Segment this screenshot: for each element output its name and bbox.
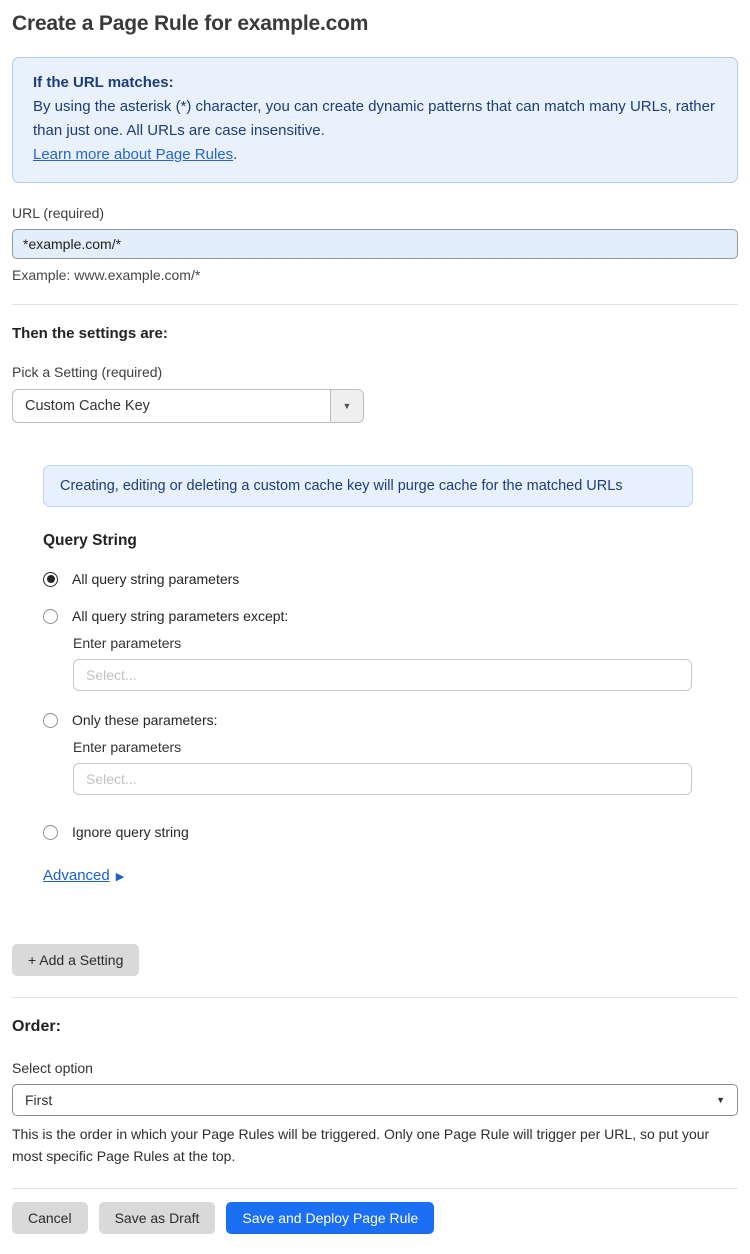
cache-key-warning-banner: Creating, editing or deleting a custom cache key will purge cache for the matched URLs bbox=[43, 465, 693, 507]
enter-parameters-label: Enter parameters bbox=[73, 635, 182, 651]
radio-button[interactable] bbox=[43, 609, 58, 624]
pick-setting-label: Pick a Setting (required) bbox=[12, 364, 163, 380]
divider bbox=[12, 997, 738, 998]
info-box-heading: If the URL matches: bbox=[33, 74, 174, 91]
divider bbox=[12, 304, 738, 305]
radio-option-ignore[interactable] bbox=[43, 824, 738, 840]
learn-more-link[interactable]: Learn more about Page Rules bbox=[33, 146, 234, 163]
footer-actions bbox=[12, 1202, 738, 1234]
radio-label: All query string parameters except: bbox=[72, 608, 289, 624]
query-string-heading: Query String bbox=[43, 532, 137, 549]
setting-dropdown[interactable] bbox=[12, 389, 364, 423]
radio-option-all-params[interactable] bbox=[43, 571, 738, 587]
add-setting-button[interactable]: + Add a Setting bbox=[12, 944, 139, 976]
chevron-right-icon: ▶ bbox=[115, 871, 125, 883]
save-draft-button[interactable]: Save as Draft bbox=[99, 1202, 216, 1234]
radio-button[interactable] bbox=[43, 572, 58, 587]
divider bbox=[12, 1188, 738, 1189]
order-dropdown[interactable] bbox=[12, 1084, 738, 1116]
spacer bbox=[43, 795, 738, 803]
info-box-body: By using the asterisk (*) character, you can create dynamic patterns that can match many URLs, rather than just one. All URLs are case insensitive. bbox=[33, 98, 715, 139]
radio-button[interactable] bbox=[43, 825, 58, 840]
chevron-down-icon: ▼ bbox=[716, 1095, 725, 1105]
radio-button[interactable] bbox=[43, 713, 58, 728]
page-title: Create a Page Rule for example.com bbox=[12, 12, 369, 35]
only-params-group bbox=[73, 739, 738, 795]
url-field-label: URL (required) bbox=[12, 205, 105, 221]
link-suffix: . bbox=[233, 146, 238, 163]
advanced-row bbox=[43, 867, 738, 884]
enter-parameters-label: Enter parameters bbox=[73, 739, 182, 755]
settings-section-heading: Then the settings are: bbox=[12, 325, 168, 342]
query-string-section bbox=[43, 532, 738, 840]
only-parameters-input[interactable] bbox=[73, 763, 692, 795]
order-help-text: This is the order in which your Page Rules will be triggered. Only one Page Rule will trigger per URL, so put your most specific Page Rules at the top. bbox=[12, 1126, 710, 1164]
order-dropdown-value: First bbox=[25, 1092, 53, 1108]
url-example-hint: Example: www.example.com/* bbox=[12, 267, 201, 283]
cancel-button[interactable]: Cancel bbox=[12, 1202, 88, 1234]
order-select-label: Select option bbox=[12, 1060, 93, 1076]
radio-option-all-except[interactable] bbox=[43, 608, 738, 624]
radio-option-only-these[interactable] bbox=[43, 712, 738, 728]
radio-label: Only these parameters: bbox=[72, 712, 218, 728]
except-parameters-input[interactable] bbox=[73, 659, 692, 691]
url-input[interactable] bbox=[12, 229, 738, 259]
advanced-link[interactable]: Advanced bbox=[43, 867, 110, 884]
radio-label: All query string parameters bbox=[72, 571, 240, 587]
info-box-link-line bbox=[33, 143, 717, 167]
order-heading: Order: bbox=[12, 1018, 61, 1035]
radio-label: Ignore query string bbox=[72, 824, 189, 840]
save-deploy-button[interactable]: Save and Deploy Page Rule bbox=[226, 1202, 434, 1234]
chevron-down-icon: ▼ bbox=[342, 401, 352, 411]
setting-dropdown-arrow-box[interactable] bbox=[330, 390, 363, 422]
url-match-info-box bbox=[12, 57, 738, 183]
setting-dropdown-value: Custom Cache Key bbox=[25, 398, 150, 414]
except-params-group bbox=[73, 635, 738, 691]
